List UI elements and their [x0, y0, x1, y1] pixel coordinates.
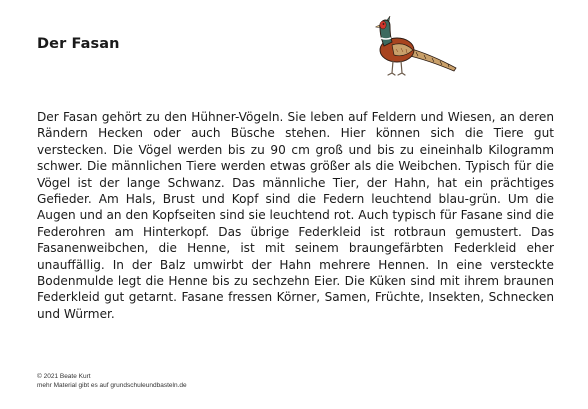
- footer-copyright: © 2021 Beate Kurt: [37, 373, 91, 380]
- pheasant-illustration: [368, 10, 458, 82]
- pheasant-legs: [388, 61, 405, 75]
- page-title: Der Fasan: [37, 36, 120, 52]
- pheasant-wattle: [380, 21, 386, 29]
- footer-source: mehr Material gibt es auf grundschuleundbasteln.de: [37, 381, 187, 389]
- footer: [37, 373, 187, 390]
- article-body: Der Fasan gehört zu den Hühner-Vögeln. Sie leben auf Feldern und Wiesen, an deren Rändern Hecken oder auch Büsche stehen. Hier können sich die Tiere gut verstecken. Die Vögel werden bis zu 90 cm groß und bis zu eineinhalb Kilogramm schwer. Die männlichen Tiere werden etwas größer als die Weibchen. Typisch für die Vögel ist der lange Schwanz. Das männliche Tier, der Hahn, hat ein prächtiges Gefieder. Am Hals, Brust und Kopf sind die Federn leuchtend blau-grün. Um die Augen und an den Kopfseiten sind sie leuchtend rot. Auch typisch für Fasane sind die Federohren am Hinterkopf. Das übrige Federkleid ist rotbraun gemustert. Das Fasanenweibchen, die Henne, ist mit seinem braungefärbten Federkleid eher unauffällig. In der Balz umwirbt der Hahn mehrere Hennen. In eine versteckte Bodenmulde legt die Henne bis zu sechzehn Eier. Die Küken sind mit ihrem braunen Federkleid gut getarnt. Fasane fressen Körner, Samen, Früchte, Insekten, Schnecken und Würmer.: [37, 110, 554, 321]
- pheasant-beak: [376, 25, 380, 28]
